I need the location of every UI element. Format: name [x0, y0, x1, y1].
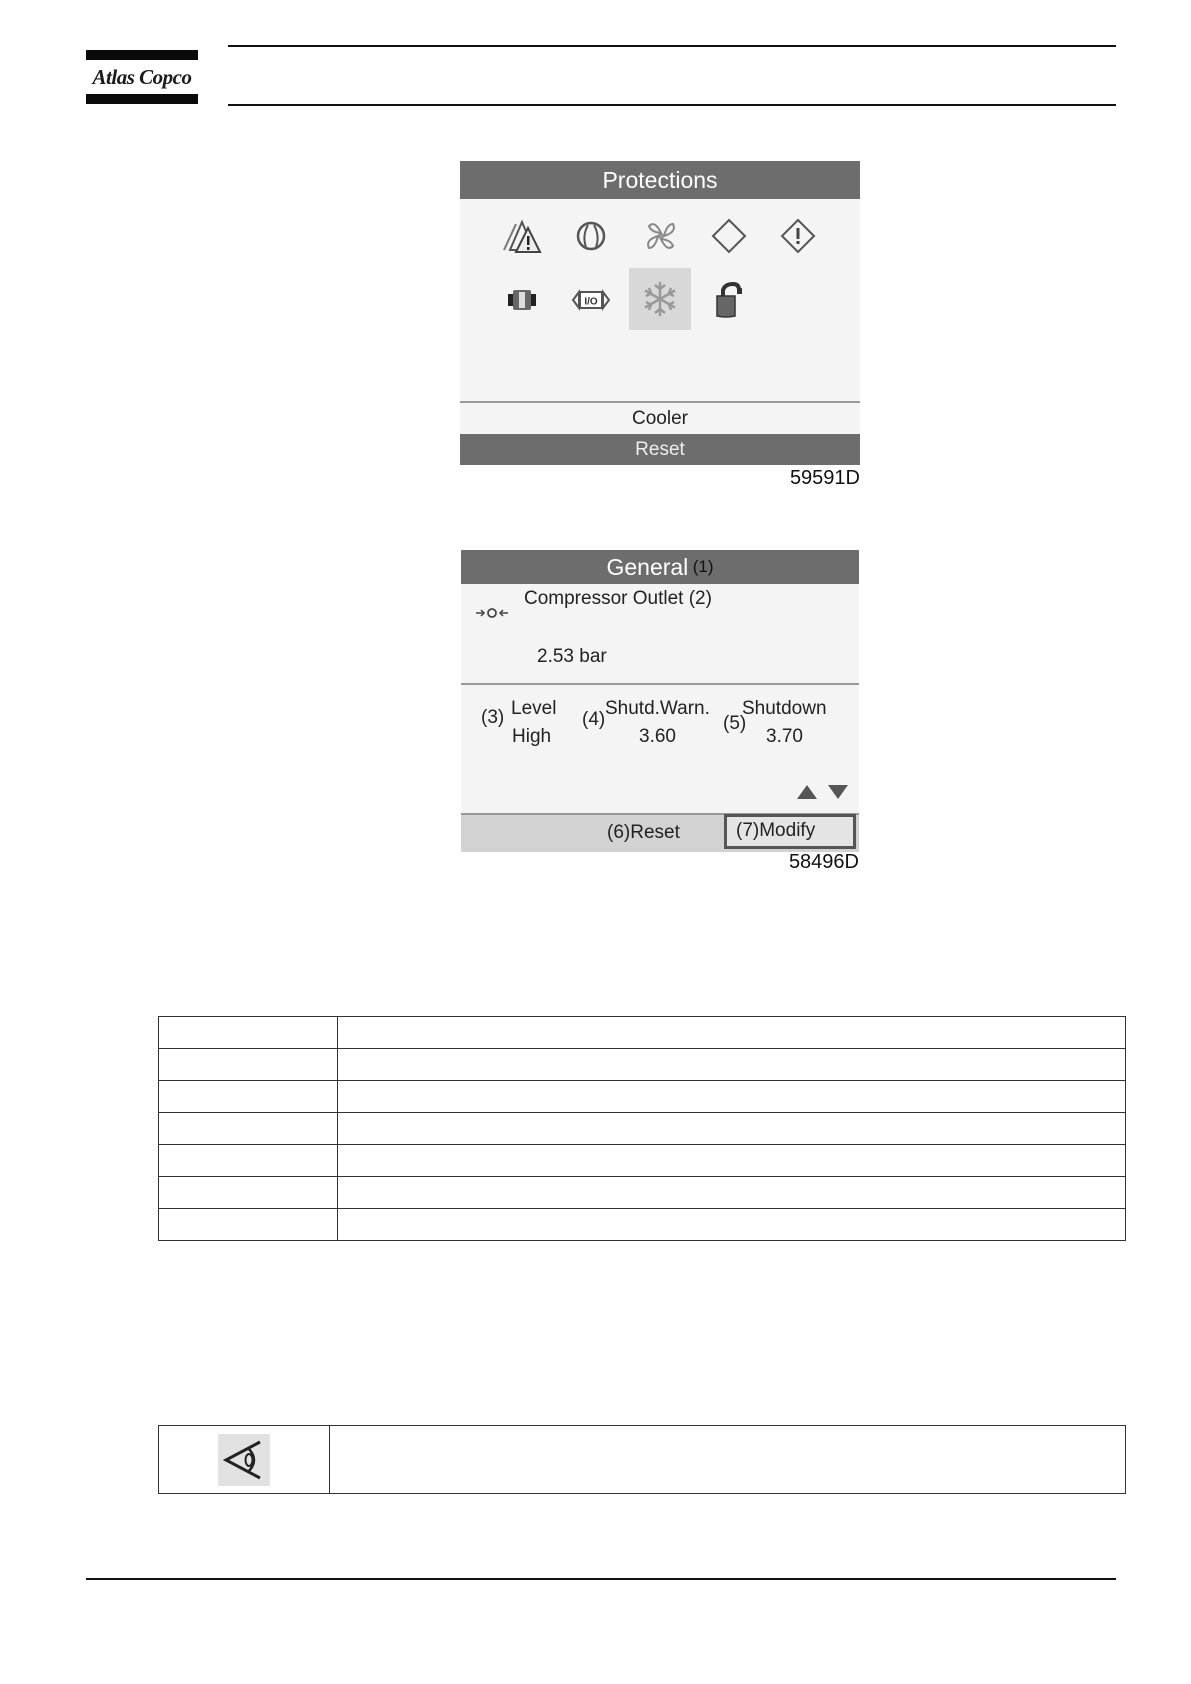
scroll-up-icon[interactable] — [796, 784, 818, 805]
reset-label: Reset — [630, 822, 680, 843]
sensor-ref: (2) — [688, 588, 712, 609]
table-cell — [159, 1081, 338, 1113]
table-cell — [159, 1113, 338, 1145]
table-cell — [338, 1209, 1126, 1241]
fan-icon[interactable] — [636, 211, 686, 261]
note-row — [159, 1426, 1126, 1494]
shutdown-warning-ref: (4) — [582, 709, 606, 730]
header-bottom-rule — [228, 104, 1116, 106]
general-screen — [461, 550, 859, 850]
table-cell — [338, 1145, 1126, 1177]
note-text-cell — [330, 1426, 1126, 1494]
footer-rule — [86, 1578, 1116, 1580]
sensor-value: 2.53 bar — [537, 646, 607, 667]
diamond-icon[interactable] — [704, 211, 754, 261]
general-title-bar — [461, 550, 859, 584]
reset-button[interactable]: Reset — [460, 434, 860, 465]
filter-icon[interactable] — [497, 275, 547, 325]
figure-code-general: 58496D — [788, 851, 859, 873]
protections-title: Protections — [460, 161, 860, 199]
table-row — [159, 1081, 1126, 1113]
selected-protection-label: Cooler — [632, 408, 688, 429]
header-top-rule — [228, 45, 1116, 47]
table-cell — [159, 1017, 338, 1049]
shutdown-warning-label: Shutd.Warn. — [605, 698, 710, 719]
note-box — [158, 1425, 1126, 1494]
table-row — [159, 1017, 1126, 1049]
level-label: Level — [511, 698, 557, 719]
table-cell — [338, 1113, 1126, 1145]
level-value[interactable]: High — [512, 726, 552, 747]
table-row — [159, 1177, 1126, 1209]
sensor-name: Compressor Outlet — [524, 588, 684, 609]
diamond-warning-icon[interactable] — [773, 211, 823, 261]
oil-separator-icon[interactable] — [704, 275, 754, 325]
table-cell — [159, 1209, 338, 1241]
table-row — [159, 1209, 1126, 1241]
table-cell — [159, 1145, 338, 1177]
table-cell — [338, 1049, 1126, 1081]
table-row — [159, 1145, 1126, 1177]
modify-button[interactable] — [724, 814, 856, 849]
modify-text — [736, 820, 815, 842]
separator — [460, 401, 860, 403]
modify-label: Modify — [759, 820, 816, 841]
modify-ref: (7) — [736, 820, 760, 841]
scroll-down-icon[interactable] — [827, 784, 849, 805]
table-cell — [338, 1177, 1126, 1209]
shutdown-warning-value[interactable]: 3.60 — [639, 726, 676, 747]
table-cell — [338, 1081, 1126, 1113]
atlas-copco-logo — [86, 50, 198, 104]
brand-name: Atlas Copco — [92, 65, 192, 89]
table-cell — [159, 1049, 338, 1081]
pressure-sensor-icon — [475, 606, 509, 625]
eye-note-icon — [218, 1434, 270, 1486]
shutdown-ref: (5) — [723, 713, 747, 734]
note-icon-cell — [159, 1426, 330, 1494]
reset-ref: (6) — [607, 822, 631, 843]
figure-code-protections: 59591D — [789, 467, 860, 489]
table-row — [159, 1113, 1126, 1145]
separator — [461, 683, 859, 685]
shutdown-value[interactable]: 3.70 — [766, 726, 803, 747]
sensor-name-line — [524, 588, 712, 610]
shutdown-label: Shutdown — [742, 698, 827, 719]
general-title: General — [606, 554, 689, 580]
cooler-snowflake-icon[interactable] — [629, 268, 691, 330]
warning-icon[interactable] — [497, 211, 547, 261]
level-ref: (3) — [481, 707, 505, 728]
table-row — [159, 1049, 1126, 1081]
reset-action[interactable] — [607, 822, 680, 844]
svg-text:I/O: I/O — [584, 296, 598, 308]
motor-icon[interactable] — [566, 211, 616, 261]
general-title-ref: (1) — [692, 557, 714, 576]
table-cell — [338, 1017, 1126, 1049]
reference-table — [158, 1016, 1126, 1241]
io-module-icon[interactable] — [566, 275, 616, 325]
table-cell — [159, 1177, 338, 1209]
protections-screen — [460, 161, 860, 464]
